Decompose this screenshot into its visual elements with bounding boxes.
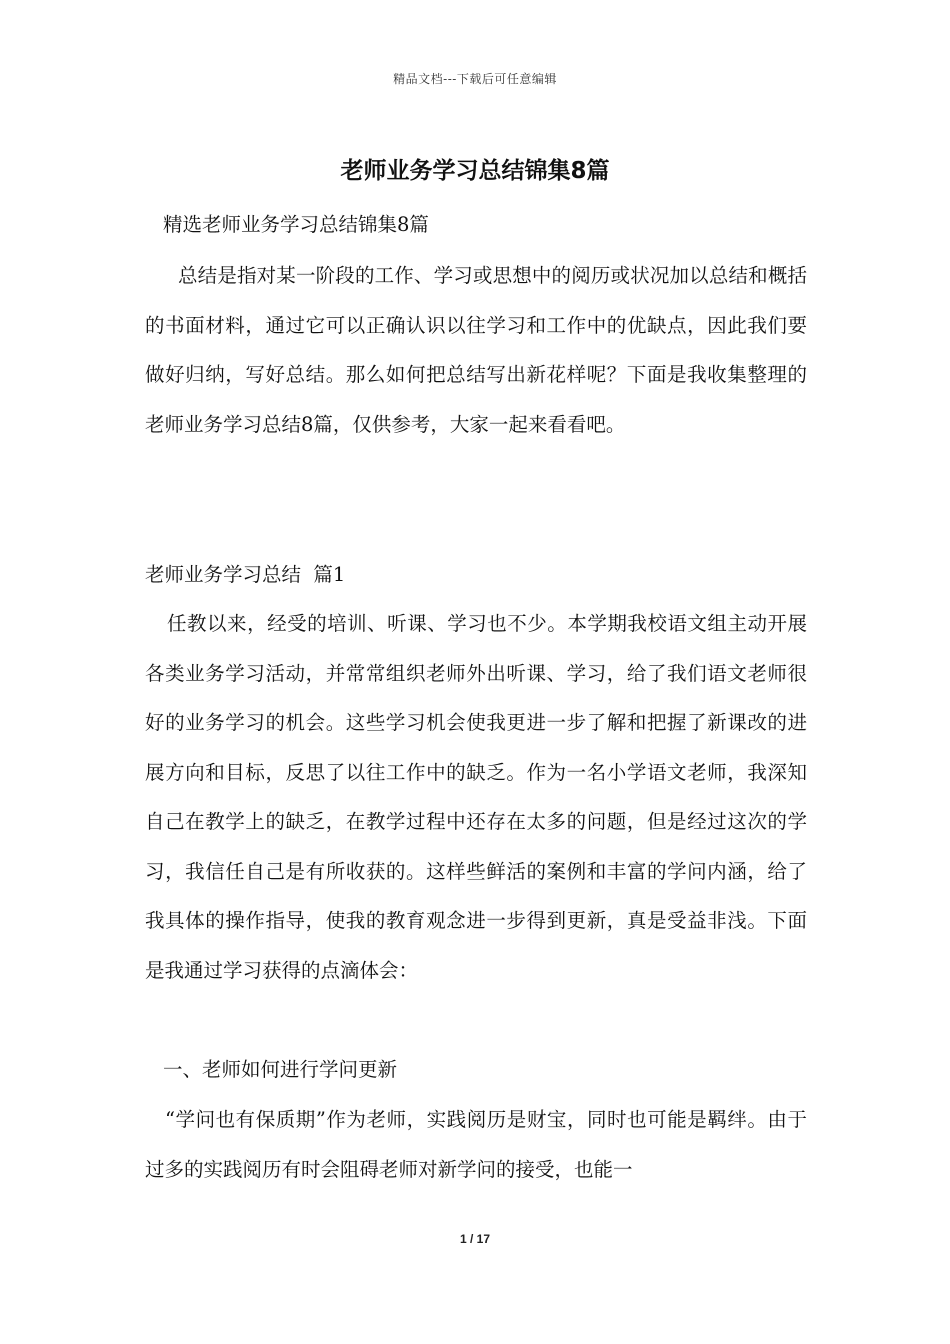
section-paragraph: 任教以来，经受的培训、听课、学习也不少。本学期我校语文组主动开展各类业务学习活动，并常常组织老师外出听课、学习，给了我们语文老师很好的业务学习的机会。这些学习机会使我更进一步了解和把握了新课改的进展方向和目标，反思了以往工作中的缺乏。作为一名小学语文老师，我深知自己在教学上的缺乏，在教学过程中还存在太多的问题，但是经过这次的学习，我信任自己是有所收获的。这样些鲜活的案例和丰富的学问内涵，给了我具体的操作指导，使我的教育观念进一步得到更新，真是受益非浅。下面是我通过学习获得的点滴体会：	[145, 612, 807, 982]
header-note: 精品文档---下载后可任意编辑	[393, 72, 557, 86]
body-paragraph: “学问也有保质期”作为老师，实践阅历是财宝，同时也可能是羁绊。由于过多的实践阅历有时会阻碍老师对新学问的接受，也能一	[145, 1108, 807, 1181]
intro-paragraph: 总结是指对某一阶段的工作、学习或思想中的阅历或状况加以总结和概括的书面材料，通过它可以正确认识以往学习和工作中的优缺点，因此我们要做好归纳，写好总结。那么如何把总结写出新花样呢？下面是我收集整理的老师业务学习总结8篇，仅供参考，大家一起来看看吧。	[145, 264, 807, 436]
page-indicator: 1 / 17	[459, 1232, 491, 1246]
section-heading: 老师业务学习总结 篇1	[145, 563, 346, 586]
document-title: 老师业务学习总结锦集8篇	[340, 158, 610, 184]
document-subtitle: 精选老师业务学习总结锦集8篇	[163, 213, 429, 236]
subheading: 一、老师如何进行学问更新	[163, 1058, 398, 1081]
